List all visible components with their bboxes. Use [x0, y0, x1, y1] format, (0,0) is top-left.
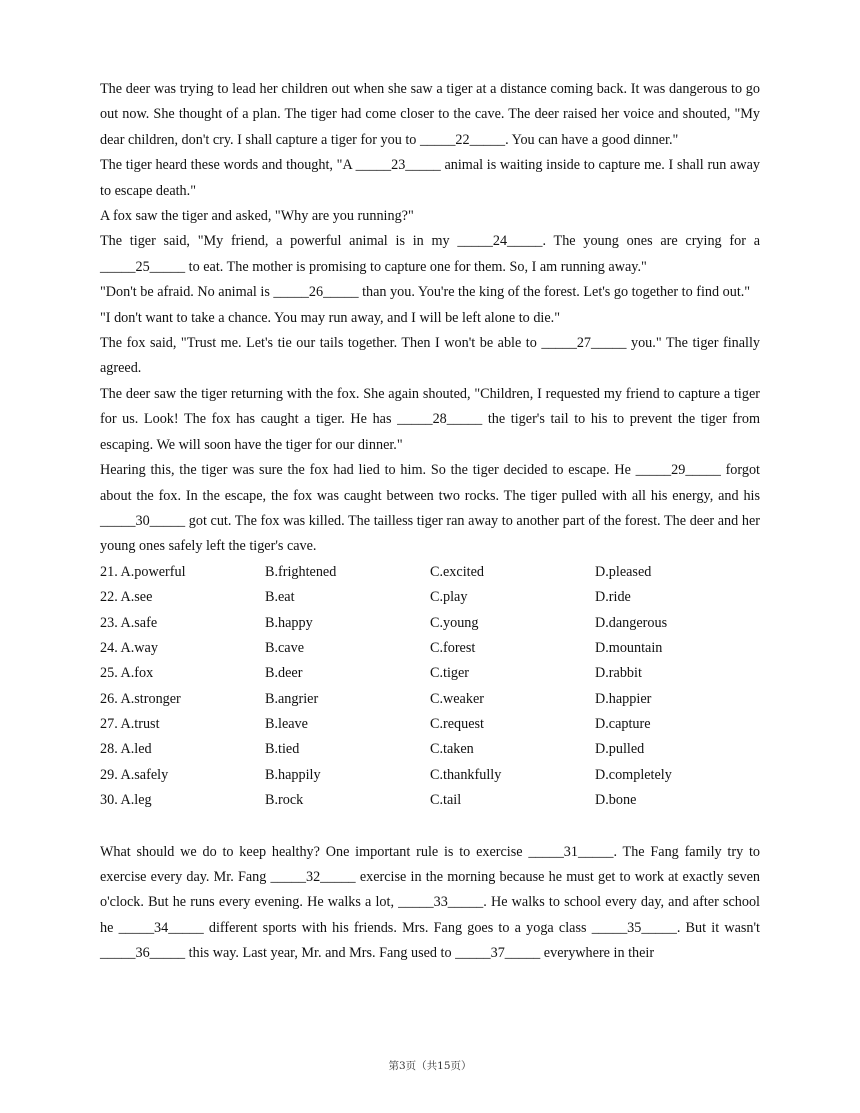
- option-b: B.cave: [265, 639, 304, 656]
- option-a: 29. A.safely: [100, 766, 169, 783]
- option-row: [100, 737, 760, 762]
- option-b: B.frightened: [265, 563, 337, 580]
- option-d: D.capture: [595, 716, 651, 733]
- option-b: B.happy: [265, 614, 313, 631]
- passage-2: What should we do to keep healthy? One important rule is to exercise _____31_____. The Fang family try to exercise every day. Mr. Fang _____32_____ exercise in the morning because he must get to work at exactly seven o'clock. But he runs every evening. He walks a lot, _____33_____. He walks to school every day, and after school he _____34_____ different sports with his friends. Mrs. Fang goes to a yoga class _____35_____. But it wasn't _____36_____ this way. Last year, Mr. and Mrs. Fang used to _____37_____ everywhere in their: [100, 843, 760, 962]
- option-d: D.pleased: [595, 563, 652, 580]
- paragraph: "I don't want to take a chance. You may run away, and I will be left alone to die.": [100, 309, 560, 326]
- option-a: 30. A.leg: [100, 792, 152, 809]
- option-b: B.happily: [265, 766, 321, 783]
- paragraph: The deer saw the tiger returning with the fox. She again shouted, "Children, I requested my friend to capture a tiger for us. Look! The fox has caught a tiger. He has _____28_____ the tiger's tail to his to prevent the tiger from escaping. We will soon have the tiger for our dinner.": [100, 385, 760, 453]
- option-d: D.happier: [595, 690, 652, 707]
- option-b: B.angrier: [265, 690, 319, 707]
- page-content: [100, 77, 760, 967]
- option-a: 27. A.trust: [100, 716, 160, 733]
- option-c: C.young: [430, 614, 479, 631]
- option-a: 24. A.way: [100, 639, 158, 656]
- option-c: C.request: [430, 716, 484, 733]
- option-d: D.bone: [595, 792, 637, 809]
- option-row: [100, 687, 760, 712]
- option-row: [100, 661, 760, 686]
- option-a: 23. A.safe: [100, 614, 158, 631]
- option-c: C.play: [430, 589, 468, 606]
- option-d: D.ride: [595, 589, 631, 606]
- option-c: C.excited: [430, 563, 484, 580]
- paragraph: The fox said, "Trust me. Let's tie our tails together. Then I won't be able to _____27_____ you." The tiger finally agreed.: [100, 335, 760, 377]
- option-b: B.leave: [265, 716, 308, 733]
- option-d: D.completely: [595, 766, 672, 783]
- option-b: B.eat: [265, 589, 295, 606]
- option-c: C.forest: [430, 639, 476, 656]
- option-c: C.tail: [430, 792, 462, 809]
- paragraph: The tiger said, "My friend, a powerful animal is in my _____24_____. The young ones are crying for a _____25_____ to eat. The mother is promising to capture one for them. So, I am running away.": [100, 233, 760, 275]
- option-row: [100, 585, 760, 610]
- page-number-footer: 第3页（共15页）: [388, 1060, 472, 1072]
- option-row: [100, 712, 760, 737]
- option-d: D.mountain: [595, 639, 663, 656]
- paragraph: A fox saw the tiger and asked, "Why are you running?": [100, 208, 414, 225]
- option-a: 22. A.see: [100, 589, 153, 606]
- option-a: 21. A.powerful: [100, 563, 186, 580]
- option-row: [100, 763, 760, 788]
- option-row: [100, 611, 760, 636]
- paragraph: The tiger heard these words and thought, "A _____23_____ animal is waiting inside to capture me. I shall run away to escape death.": [100, 157, 760, 199]
- option-b: B.deer: [265, 665, 303, 682]
- option-d: D.rabbit: [595, 665, 642, 682]
- option-c: C.weaker: [430, 690, 484, 707]
- option-a: 26. A.stronger: [100, 690, 181, 707]
- paragraph: "Don't be afraid. No animal is _____26_____ than you. You're the king of the forest. Let's go together to find out.": [100, 284, 751, 301]
- option-c: C.thankfully: [430, 766, 502, 783]
- option-a: 25. A.fox: [100, 665, 154, 682]
- option-row: [100, 788, 760, 813]
- option-d: D.dangerous: [595, 614, 668, 631]
- option-b: B.rock: [265, 792, 304, 809]
- option-c: C.tiger: [430, 665, 470, 682]
- answer-options: [100, 560, 760, 814]
- option-a: 28. A.led: [100, 741, 152, 758]
- option-b: B.tied: [265, 741, 300, 758]
- option-row: [100, 636, 760, 661]
- passage-1: [100, 77, 760, 560]
- paragraph: Hearing this, the tiger was sure the fox had lied to him. So the tiger decided to escape. He _____29_____ forgot about the fox. In the escape, the fox was caught between two rocks. The tiger pulled with all his energy, and his _____30_____ got cut. The fox was killed. The tailless tiger ran away to another part of the forest. The deer and her young ones safely left the tiger's cave.: [100, 462, 760, 555]
- option-d: D.pulled: [595, 741, 645, 758]
- paragraph: The deer was trying to lead her children out when she saw a tiger at a distance coming back. It was dangerous to go out now. She thought of a plan. The tiger had come closer to the cave. The deer raised her voice and shouted, "My dear children, don't cry. I shall capture a tiger for you to _____22_____. You can have a good dinner.": [100, 81, 760, 148]
- option-c: C.taken: [430, 741, 474, 758]
- option-row: [100, 560, 760, 585]
